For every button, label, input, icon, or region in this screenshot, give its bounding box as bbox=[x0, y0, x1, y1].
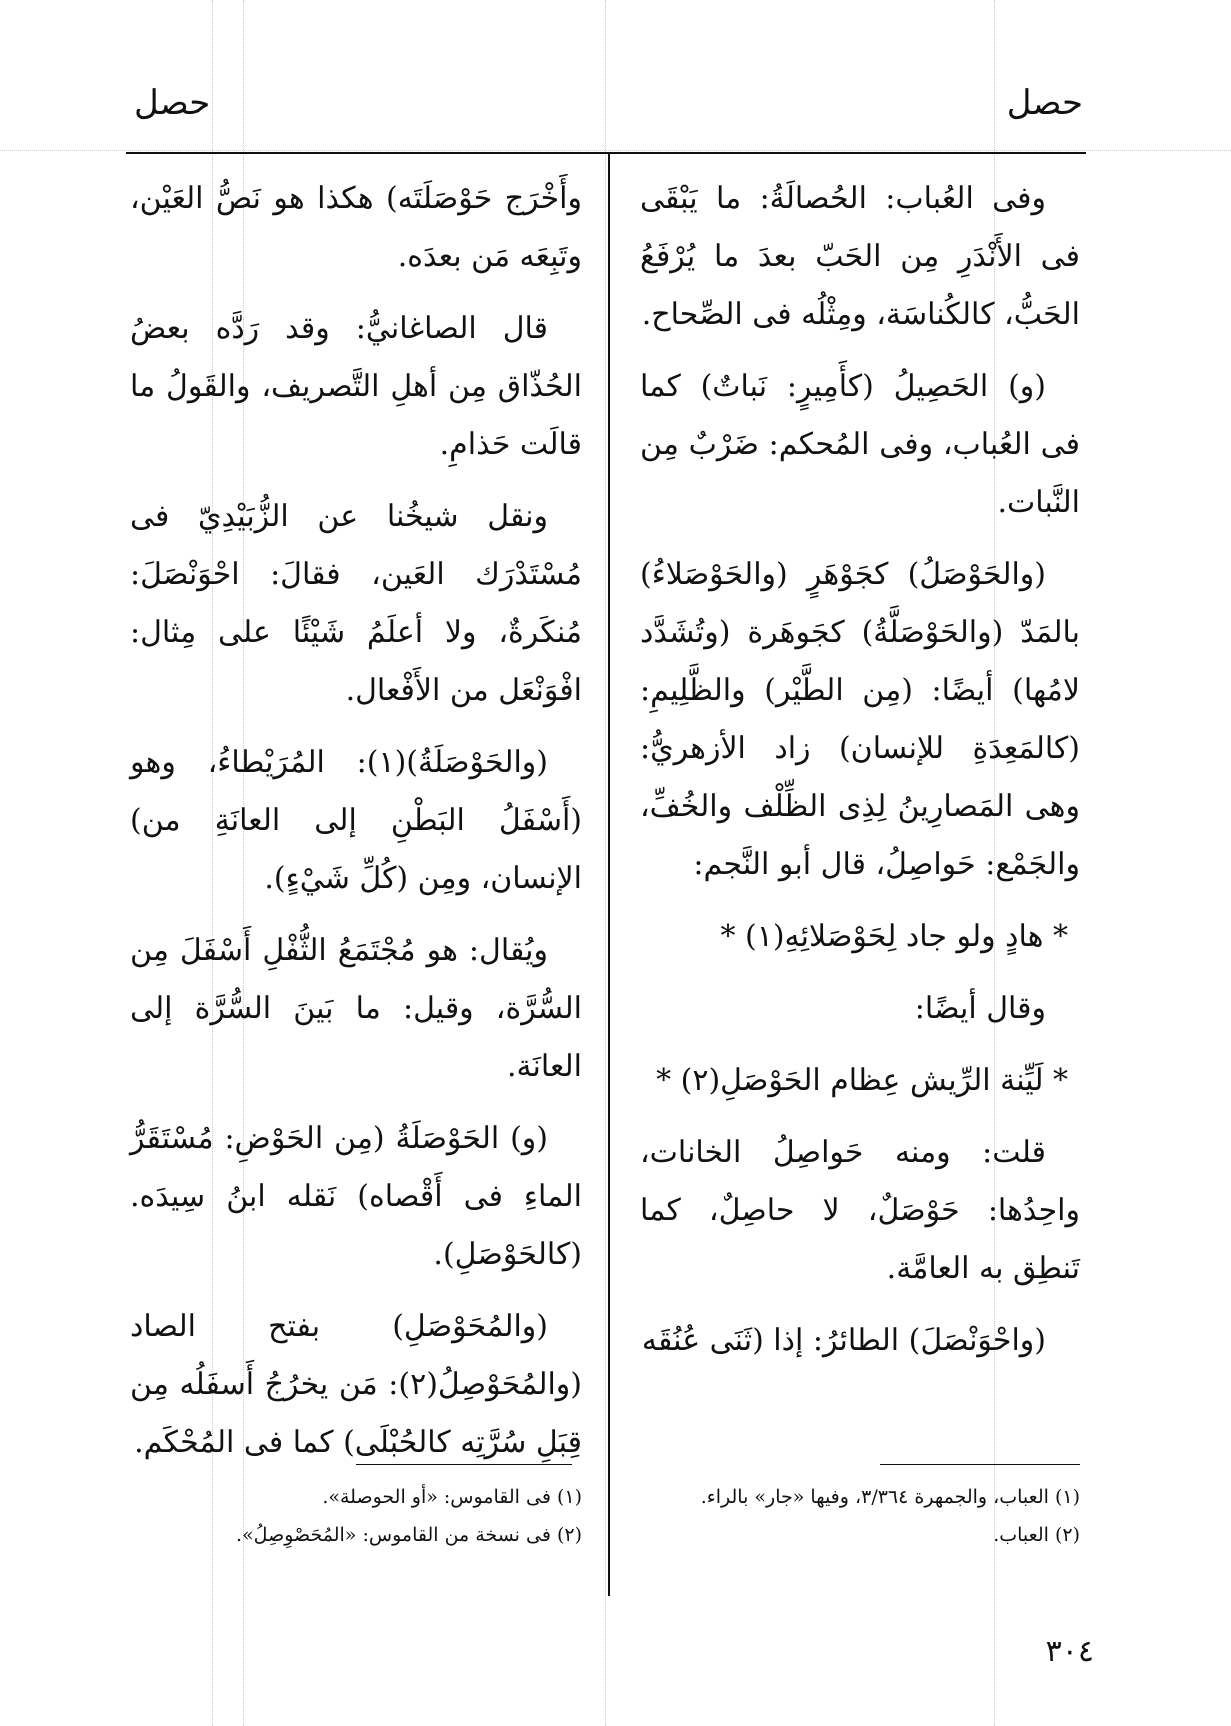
paragraph: (واحْوَنْصَلَ) الطائرُ: إذا (ثَنَى عُنُقَه bbox=[641, 1323, 1046, 1358]
paragraph: وأَخْرَج حَوْصَلَتَه) هكذا هو نَصُّ العَيْن، وتَبِعَه مَن بعدَه. bbox=[130, 181, 582, 274]
paragraph: قال الصاغانيُّ: وقد رَدَّه بعضُ الحُذّاق مِن أهلِ التَّصريف، والقَولُ ما قالَت حَذامِ. bbox=[130, 311, 582, 462]
paragraph: وفى العُباب: الحُصالَةُ: ما يَبْقَى فى الأَنْدَرِ مِن الحَبّ بعدَ ما يُرْفَعُ الحَبُّ، كالكُناسَة، ومِثْلُه فى الصِّحاح. bbox=[640, 181, 1080, 332]
footnote-rule bbox=[880, 1464, 1080, 1465]
right-column bbox=[640, 170, 1080, 1384]
left-footnotes bbox=[130, 1478, 582, 1554]
page-number: ٣٠٤ bbox=[1045, 1634, 1094, 1669]
footnote: (١) العباب، والجمهرة ٣/٣٦٤، وفيها «جار» بالراء. bbox=[700, 1486, 1080, 1508]
paragraph: ونقل شيخُنا عن الزُّبَيْدِيّ فى مُسْتَدْرَك العَين، فقالَ: احْوَنْصَلَ: مُنكَرةٌ، ولا أعلَمُ شَيْئًا على مِثال: افْوَنْعَل من الأَفْعال. bbox=[130, 499, 582, 708]
scan-guide-line bbox=[0, 150, 1231, 151]
header-left-word: حصل bbox=[134, 83, 211, 123]
paragraph: (والحَوْصَلَةُ)(١): المُرَيْطاءُ، وهو (أَسْفَلُ البَطْنِ إلى العانَةِ من) الإنسان، ومِن (كُلِّ شَيْءٍ). bbox=[130, 745, 582, 896]
footnote-rule bbox=[356, 1464, 572, 1465]
verse-line: * هادٍ ولو جاد لِحَوْصَلائِهِ(١) * bbox=[720, 919, 1068, 954]
right-footnotes bbox=[640, 1478, 1080, 1554]
paragraph: ويُقال: هو مُجْتَمَعُ الثُّفْلِ أَسْفَلَ مِن السُّرَّة، وقيل: ما بَينَ السُّرَّة إلى العانَة. bbox=[130, 933, 582, 1084]
paragraph: وقال أيضًا: bbox=[914, 991, 1046, 1026]
verse-line: * لَيِّنة الرِّيش عِظام الحَوْصَلِ(٢) * bbox=[656, 1063, 1068, 1098]
paragraph: (و) الحَوْصَلَةُ (مِن الحَوْضِ: مُسْتَقَرُّ الماءِ فى أَقْصاه) نَقله ابنُ سِيدَه. (كالحَوْصَلِ). bbox=[130, 1121, 582, 1272]
footnote: (٢) فى نسخة من القاموس: «المُحَصْوِصِلُ». bbox=[236, 1524, 582, 1546]
left-column bbox=[130, 170, 582, 1486]
footnote: (١) فى القاموس: «أو الحوصلة». bbox=[322, 1486, 582, 1508]
header-right-word: حصل bbox=[1006, 83, 1083, 123]
paragraph: قلت: ومنه حَواصِلُ الخانات، واحِدُها: حَوْصَلٌ، لا حاصِلٌ، كما تَنطِق به العامَّة. bbox=[640, 1135, 1080, 1286]
scan-guide-line bbox=[605, 0, 606, 1726]
paragraph: (والحَوْصَلُ) كجَوْهَرٍ (والحَوْصَلاءُ) بالمَدّ (والحَوْصَلَّةُ) كجَوهَرة (وتُشَدَّد لامُها) أيضًا: (مِن الطَّيْر) والظَّلِيمِ: (كالمَعِدَةِ للإنسان) زاد الأزهريُّ: وهى المَصارِينُ لِذِى الظِّلْف والخُفِّ، والجَمْع: حَواصِلُ، قال أبو النَّجم: bbox=[640, 557, 1080, 882]
header-rule bbox=[126, 152, 1086, 154]
footnote: (٢) العباب. bbox=[993, 1524, 1080, 1546]
paragraph: (و) الحَصِيلُ (كأَمِيرٍ: نَباتٌ) كما فى العُباب، وفى المُحكم: ضَرْبٌ مِن النَّبات. bbox=[640, 369, 1080, 520]
column-divider bbox=[608, 154, 610, 1596]
paragraph: (والمُحَوْصَلِ) بفتح الصاد (والمُحَوْصِلُ(٢): مَن يخرُجُ أَسفَلُه مِن قِبَلِ سُرَّتِه كالحُبْلَى) كما فى المُحْكَم. bbox=[130, 1309, 582, 1460]
